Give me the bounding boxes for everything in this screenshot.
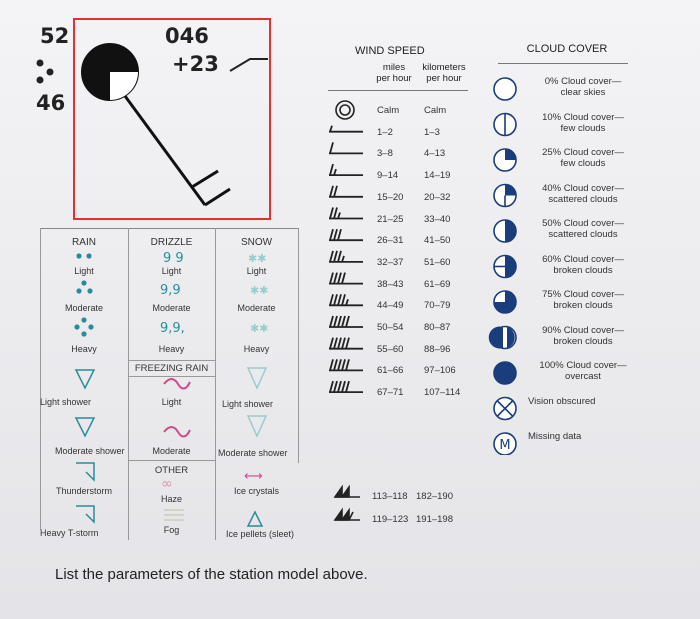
wind-kph-cell: 51–60 (424, 256, 451, 268)
rain-heavy-label: Heavy (71, 344, 97, 354)
drizzle-light-label: Light (161, 266, 182, 276)
wind-barb-feather (334, 381, 337, 392)
cloud-cover-icon (494, 362, 516, 384)
wind-barb-feather (338, 229, 341, 240)
rain-header: RAIN (72, 237, 96, 248)
wind-mph-cell: 44–49 (377, 300, 404, 312)
wind-barb-feather (330, 338, 333, 349)
ice-crystals-label: Ice crystals (233, 486, 279, 496)
freezing-rain-light-icon (164, 379, 190, 389)
wind-barb-feather (330, 359, 333, 370)
cloud-cover-label: 50% Cloud cover— scattered clouds (542, 218, 624, 240)
drizzle-light-icon: 9 9 (163, 251, 184, 266)
pennant-icon (342, 487, 349, 497)
cloud-cover-fill (505, 220, 516, 242)
weather-table-top (40, 228, 298, 229)
snow-moderate-label: Moderate (237, 303, 276, 313)
cloud-cover-fill (505, 149, 516, 160)
wind-barb-feather (342, 316, 345, 327)
cloud-cover-clear-quadrant (110, 72, 138, 100)
wind-barb-feather (334, 208, 337, 219)
thunderstorm-label: Thunderstorm (55, 486, 113, 496)
weather-dot-icon (37, 60, 44, 67)
wind-mph-cell: 15–20 (377, 191, 404, 203)
drizzle-heavy-label: Heavy (158, 344, 185, 354)
cloud-cover-label: 100% Cloud cover— overcast (539, 360, 627, 382)
wind-barb-feather (346, 381, 349, 392)
snow-header: SNOW (240, 237, 273, 248)
wind-barb-feather (330, 142, 333, 153)
moderate-shower-label: Moderate shower (55, 446, 125, 456)
thunderstorm-icon (76, 463, 94, 480)
rain-dot-icon (81, 331, 86, 336)
snow-moderate-shower-label: Moderate shower (218, 448, 288, 458)
wind-barb-feather (334, 229, 337, 240)
wind-mph-cell: 9–14 (377, 170, 399, 182)
pressure-tendency-icon (230, 59, 268, 71)
cloud-cover-title: CLOUD COVER (526, 43, 608, 55)
rain-light-label: Light (74, 266, 94, 276)
wind-mph-cell: 38–43 (377, 278, 404, 290)
rain-dot-icon (86, 253, 91, 258)
wind-barb-feather (346, 359, 349, 370)
cloud-symbols-column (485, 75, 525, 455)
haze-icon: ∞ (161, 476, 173, 492)
wind-kph-cell: 1–3 (424, 126, 440, 138)
rain-dot-icon (88, 324, 93, 329)
temperature-value: 52 (40, 24, 70, 48)
missing-data-glyph: M (499, 438, 511, 453)
wind-mph-cell: 55–60 (377, 343, 404, 355)
calm-icon (336, 101, 354, 119)
pennant-icon (342, 510, 349, 520)
wind-barb-feather (334, 251, 337, 262)
wind-barb-feather (334, 186, 337, 197)
wind-barb-feather (342, 359, 345, 370)
cloud-cover-label: 90% Cloud cover— broken clouds (542, 324, 624, 347)
pressure-tendency-value: +23 (172, 52, 219, 76)
wind-mph-cell: 67–71 (377, 387, 404, 399)
ice-crystals-icon: ⟷ (244, 469, 263, 484)
drizzle-header: DRIZZLE (150, 237, 193, 248)
cloud-cover-label: 25% Cloud cover— few clouds (542, 147, 624, 169)
ice-pellets-icon (248, 512, 262, 526)
rain-dot-icon (81, 317, 86, 322)
moderate-shower-icon (76, 418, 94, 436)
wind-kph-cell: 20–32 (424, 191, 451, 203)
wind-barb-feather (330, 316, 333, 327)
wind-kph-cell: 70–79 (424, 300, 451, 312)
wind-barb-feather (338, 338, 341, 349)
wind-barb-feather (338, 359, 341, 370)
wind-barb-feather (330, 251, 333, 262)
drizzle-moderate-icon: 9,9 (160, 283, 181, 298)
wind-barb-half-feather (346, 299, 348, 305)
wind-barb-feather (330, 229, 333, 240)
haze-label: Haze (160, 494, 182, 504)
pennant-barbs (330, 485, 370, 530)
wind-barb-feather (334, 359, 337, 370)
wind-barb-feather (342, 294, 345, 305)
snow-heavy-label: Heavy (243, 344, 270, 354)
freezing-rain-light-label: Light (161, 397, 182, 407)
cloud-cover-fill (505, 256, 516, 278)
drizzle-heavy-icon: 9,9, (160, 321, 185, 336)
wind-barb-feather (330, 381, 333, 392)
wind-barb-feather (346, 338, 349, 349)
pressure-value: 046 (165, 24, 209, 48)
cloud-cover-label: Missing data (528, 431, 582, 442)
other-header: OTHER (154, 465, 189, 476)
wind-barb-feather (334, 273, 337, 284)
wind-kph-cell: 14–19 (424, 170, 451, 182)
wind-header-divider (328, 90, 468, 91)
wind-mph-cell: 26–31 (377, 235, 404, 247)
light-shower-label: Light shower (40, 397, 92, 407)
cloud-cover-label: 60% Cloud cover— broken clouds (542, 253, 624, 276)
cloud-header-divider (498, 63, 628, 64)
pennant-icon (335, 487, 342, 497)
wind-barb-feather (338, 251, 341, 262)
cloud-cover-fill (489, 327, 503, 349)
cloud-cover-icon (494, 78, 516, 100)
weather-dot-icon (47, 69, 54, 76)
drizzle-moderate-label: Moderate (152, 303, 191, 313)
snow-heavy-icon: ✱✱ (250, 322, 269, 335)
wind-mph-cell: Calm (377, 105, 400, 116)
wind-col-mph: miles per hour (376, 62, 412, 84)
wind-barb-feather (342, 338, 345, 349)
rain-dot-icon (76, 253, 81, 258)
freezing-rain-divider (128, 360, 215, 361)
calm-icon-inner (340, 105, 350, 115)
wind-kph-cell: 97–106 (424, 365, 456, 377)
dewpoint-value: 46 (36, 91, 66, 115)
ice-pellets-label: Ice pellets (sleet) (225, 529, 295, 539)
wind-barbs-column (325, 95, 370, 440)
wind-kph-cell: 41–50 (424, 235, 451, 247)
cloud-cover-label: 40% Cloud cover— scattered clouds (542, 182, 624, 205)
wind-barb-feather (330, 294, 333, 305)
snow-light-shower-icon (248, 368, 266, 388)
wind-extra-kph-2: 191–198 (416, 514, 453, 525)
wind-extra-mph-2: 119–123 (372, 514, 409, 525)
wind-barb-feather (342, 273, 345, 284)
freezing-rain-moderate-label: Moderate (152, 446, 191, 456)
question-text: List the parameters of the station model above. (55, 566, 368, 583)
wind-barb-feather (330, 208, 333, 219)
snow-light-icon: ✱✱ (248, 252, 267, 265)
wind-barb-feather (334, 294, 337, 305)
wind-col-kph: kilometers per hour (422, 62, 466, 84)
wind-speed-title: WIND SPEED (355, 45, 425, 57)
wind-kph-cell: 88–96 (424, 343, 451, 355)
heavy-tstorm-label: Heavy T-storm (40, 528, 99, 538)
station-model-graphic (0, 0, 300, 230)
cloud-cover-label: 10% Cloud cover— few clouds (542, 111, 624, 134)
wind-barb-flag (192, 171, 218, 187)
rain-dot-icon (81, 280, 86, 285)
wind-kph-cell: 33–40 (424, 213, 451, 225)
snow-light-shower-label: Light shower (222, 399, 274, 409)
wind-mph-cell: 21–25 (377, 213, 404, 225)
wind-barb-feather (338, 316, 341, 327)
wind-barb-feather (338, 273, 341, 284)
snow-moderate-icon: ✱✱ (250, 284, 269, 297)
snow-moderate-shower-icon (248, 416, 266, 436)
wind-barb-feather (330, 186, 333, 197)
freezing-rain-header: FREEZING RAIN (134, 363, 209, 374)
wind-kph-cell: 107–114 (424, 387, 461, 399)
fog-label: Fog (163, 525, 180, 535)
wind-extra-mph-1: 113–118 (372, 491, 408, 502)
light-shower-icon (76, 370, 94, 388)
rain-dot-icon (74, 324, 79, 329)
wind-mph-cell: 61–66 (377, 365, 404, 377)
wind-barb-feather (334, 338, 337, 349)
wind-barb-feather (338, 294, 341, 305)
wind-barb-flag (205, 189, 230, 205)
wind-barb-feather (338, 381, 341, 392)
wind-barb-feather (346, 316, 349, 327)
wind-kph-cell: 80–87 (424, 322, 451, 333)
pennant-icon (335, 510, 342, 520)
rain-moderate-label: Moderate (64, 303, 104, 313)
rain-dot-icon (87, 288, 92, 293)
wind-barb-shaft (125, 96, 205, 205)
wind-mph-cell: 1–2 (377, 126, 393, 138)
wind-kph-cell: Calm (424, 105, 447, 116)
heavy-tstorm-icon (76, 506, 94, 522)
wind-barb-feather (342, 381, 345, 392)
rain-dot-icon (76, 288, 81, 293)
wind-kph-cell: 4–13 (424, 148, 446, 160)
snow-light-label: Light (246, 266, 267, 276)
cloud-cover-label: 75% Cloud cover— broken clouds (542, 289, 624, 311)
wind-mph-cell: 3–8 (377, 148, 393, 160)
cloud-cover-label: 0% Cloud cover— clear skies (544, 76, 622, 98)
weather-dot-icon (37, 77, 44, 84)
cloud-cover-fill (505, 185, 516, 196)
cloud-cover-label: Vision obscured (528, 395, 596, 407)
wind-mph-cell: 32–37 (377, 256, 404, 268)
wind-mph-cell: 50–54 (377, 322, 404, 333)
wind-barb-feather (330, 164, 333, 175)
freezing-rain-moderate-icon (164, 427, 190, 437)
freezing-rain-divider (128, 376, 215, 377)
other-divider (128, 460, 215, 461)
wind-barb-feather (330, 273, 333, 284)
wind-extra-kph-1: 182–190 (416, 491, 453, 502)
wind-barb-feather (334, 316, 337, 327)
wind-kph-cell: 61–69 (424, 278, 451, 290)
